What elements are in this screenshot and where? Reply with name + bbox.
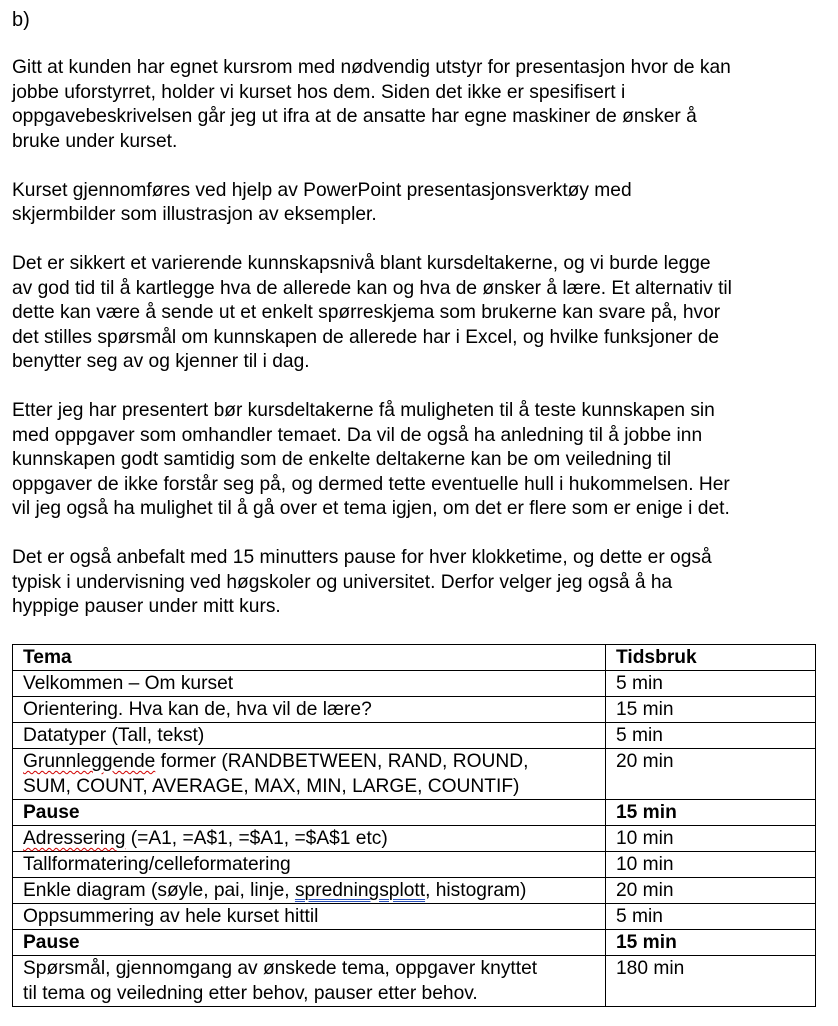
paragraph-line: jobbe uforstyrret, holder vi kurset hos dem. Siden det ikke er spesifisert i	[12, 81, 626, 103]
cell-tema	[13, 826, 606, 852]
cell-tema-line: Adressering (=A1, =A$1, =$A1, =$A$1 etc)	[23, 828, 388, 849]
table-row	[13, 723, 816, 749]
paragraph-line: bruke under kurset.	[12, 130, 178, 152]
cell-tema-line: Grunnleggende former (RANDBETWEEN, RAND, ROUND,	[23, 751, 529, 772]
table-row	[13, 697, 816, 723]
paragraph-line: dette kan være å sende ut et enkelt spørreskjema som brukerne kan svare på, hvor	[12, 302, 721, 323]
paragraph-line: Det er også anbefalt med 15 minutters pause for hver klokketime, og dette er også	[12, 547, 712, 568]
cell-tema	[13, 852, 606, 878]
cell-tidsbruk: 20 min	[606, 749, 816, 800]
table-row	[13, 878, 816, 904]
paragraph-line: oppgaver de ikke forstår seg på, og dermed tette eventuelle hull i hukommelsen. Her	[12, 473, 730, 495]
cell-tema-line: til tema og veiledning etter behov, pauser etter behov.	[23, 983, 478, 1004]
table-row	[13, 800, 816, 826]
paragraph	[12, 179, 827, 228]
paragraph	[12, 56, 827, 154]
table-header-row	[13, 645, 816, 671]
table-row	[13, 852, 816, 878]
paragraph	[12, 399, 827, 522]
table-row	[13, 930, 816, 956]
paragraph-line: av god tid til å kartlegge hva de allerede kan og hva de ønsker å lære. Et alternativ til	[12, 277, 732, 299]
cell-tema	[13, 723, 606, 749]
paragraph-line: typisk i undervisning ved høgskoler og universitet. Derfor velger jeg også å ha	[12, 571, 673, 593]
table-row	[13, 904, 816, 930]
spellcheck-mark: spredningsplott	[294, 880, 426, 901]
cell-tema	[13, 697, 606, 723]
header-tema: Tema	[13, 645, 606, 671]
cell-tidsbruk: 15 min	[606, 800, 816, 826]
cell-tidsbruk: 180 min	[606, 956, 816, 1007]
cell-tema	[13, 904, 606, 930]
cell-tema-line: Oppsummering av hele kurset hittil	[23, 906, 319, 927]
cell-tidsbruk: 10 min	[606, 852, 816, 878]
cell-tema-line: Tallformatering/celleformatering	[23, 854, 291, 875]
cell-tema	[13, 956, 606, 1007]
paragraph-line: Det er sikkert et varierende kunnskapsnivå blant kursdeltakerne, og vi burde legge	[12, 253, 711, 274]
paragraph-line: vil jeg også ha mulighet til å gå over et tema igjen, om det er flere som er enige i det.	[12, 498, 730, 519]
paragraph-line: Gitt at kunden har egnet kursrom med nødvendig utstyr for presentasjon hvor de kan	[12, 57, 731, 78]
cell-tidsbruk: 5 min	[606, 723, 816, 749]
cell-tema	[13, 671, 606, 697]
paragraph-line: skjermbilder som illustrasjon av eksempler.	[12, 204, 377, 225]
table-row	[13, 749, 816, 800]
cell-tema-line: SUM, COUNT, AVERAGE, MAX, MIN, LARGE, COUNTIF)	[23, 776, 520, 797]
cell-tidsbruk: 5 min	[606, 671, 816, 697]
paragraph	[12, 252, 827, 375]
cell-tema	[13, 749, 606, 800]
document-page	[12, 8, 827, 1007]
paragraph-line: med oppgaver som omhandler temaet. Da vil de også ha anledning til å jobbe inn	[12, 424, 703, 446]
cell-tidsbruk: 15 min	[606, 697, 816, 723]
cell-tema-line: Pause	[23, 932, 80, 953]
header-tidsbruk: Tidsbruk	[606, 645, 816, 671]
cell-tidsbruk: 20 min	[606, 878, 816, 904]
cell-tema	[13, 930, 606, 956]
paragraph	[12, 546, 827, 620]
paragraph-line: hyppige pauser under mitt kurs.	[12, 596, 281, 617]
paragraph-line: benytter seg av og kjenner til i dag.	[12, 351, 310, 372]
cell-tema	[13, 800, 606, 826]
cell-tema	[13, 878, 606, 904]
paragraph-line: Etter jeg har presentert bør kursdeltakerne få muligheten til å teste kunnskapen sin	[12, 400, 715, 421]
spellcheck-mark: Grunnleggende	[23, 751, 156, 772]
table-row	[13, 956, 816, 1007]
cell-tidsbruk: 15 min	[606, 930, 816, 956]
table-row	[13, 826, 816, 852]
paragraph-line: oppgavebeskrivelsen går jeg ut ifra at de ansatte har egne maskiner de ønsker å	[12, 106, 697, 127]
spellcheck-mark: Adressering	[23, 828, 126, 849]
course-schedule-table	[12, 644, 816, 1007]
paragraph-line: det stilles spørsmål om kunnskapen de allerede har i Excel, og hvilke funksjoner de	[12, 326, 720, 348]
cell-tema-line: Datatyper (Tall, tekst)	[23, 725, 205, 746]
cell-tidsbruk: 5 min	[606, 904, 816, 930]
cell-tidsbruk: 10 min	[606, 826, 816, 852]
body-text	[12, 56, 827, 620]
cell-tema-line: Spørsmål, gjennomgang av ønskede tema, oppgaver knyttet	[23, 958, 538, 979]
cell-tema-line: Velkommen – Om kurset	[23, 673, 234, 694]
cell-tema-line: Pause	[23, 802, 80, 823]
cell-tema-line: Orientering. Hva kan de, hva vil de lære?	[23, 699, 372, 720]
cell-tema-line: Enkle diagram (søyle, pai, linje, spredningsplott, histogram)	[23, 880, 527, 901]
table-row	[13, 671, 816, 697]
paragraph-line: Kurset gjennomføres ved hjelp av PowerPoint presentasjonsverktøy med	[12, 179, 632, 201]
paragraph-line: kunnskapen godt samtidig som de enkelte deltakerne kan be om veiledning til	[12, 449, 672, 470]
section-label: b)	[12, 9, 30, 31]
